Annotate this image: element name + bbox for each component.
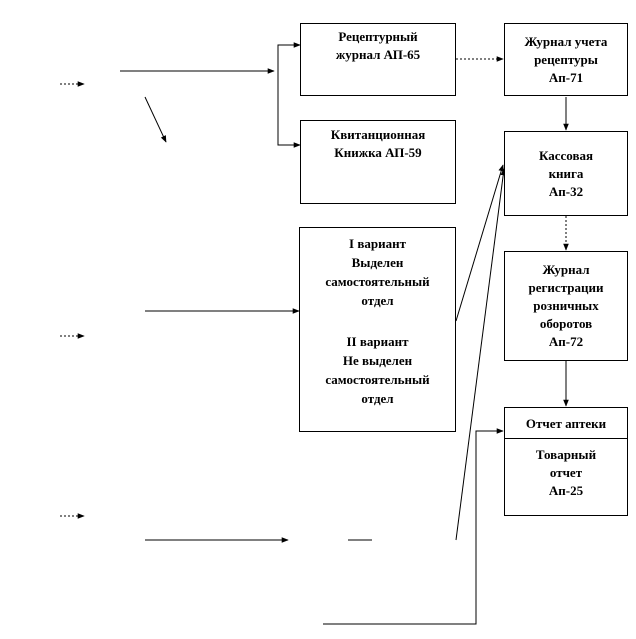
retail-register-line-2: регистрации [528, 280, 604, 295]
recipe-journal-box [300, 23, 456, 96]
variant-2-line-3: самостоятельный [325, 372, 430, 387]
variant-1-line-3: самостоятельный [325, 274, 430, 289]
cash-book-box [504, 131, 628, 216]
pharmacy-report-box [504, 407, 628, 516]
receipt-book-line-2: Книжка АП-59 [334, 145, 422, 160]
retail-register-line-5: Ап-72 [548, 334, 584, 349]
goods-report-line-3: Ап-25 [548, 483, 584, 498]
goods-report-line-2: отчет [549, 465, 583, 480]
variants-box [299, 227, 456, 432]
receipt-book-line-1: Квитанционная [330, 127, 426, 142]
retail-register-box [504, 251, 628, 361]
cash-book-line-3: Ап-32 [548, 183, 584, 199]
retail-register-line-4: оборотов [539, 316, 593, 331]
pharmacy-report-divider [505, 438, 627, 439]
variant-1-line-1: I вариант [349, 236, 406, 251]
connector-bottom-branch [278, 71, 300, 145]
receipt-book-box [300, 120, 456, 204]
variant-2-line-4: отдел [361, 391, 394, 406]
cash-book-line-1: Кассовая [538, 147, 594, 163]
bottom-loop-to-report [323, 431, 503, 624]
recipe-register-box [504, 23, 628, 96]
recipe-journal-line-1: Рецептурный [338, 29, 418, 44]
variant-2-line-2: Не выделен [342, 353, 413, 368]
variant-2-line-1: II вариант [346, 334, 409, 349]
recipe-register-line-3: Ап-71 [548, 69, 584, 85]
cash-book-line-2: книга [548, 165, 584, 181]
bottom-to-cash-book-arrow [456, 169, 504, 540]
recipe-register-line-1: Журнал учета [524, 33, 608, 49]
diagonal-arrow [145, 97, 166, 142]
variant-1-line-4: отдел [361, 293, 394, 308]
retail-register-line-3: розничных [533, 298, 599, 313]
pharmacy-report-title: Отчет аптеки [525, 416, 607, 431]
recipe-journal-line-2: журнал АП-65 [335, 47, 421, 62]
variant-1-line-2: Выделен [351, 255, 404, 270]
recipe-register-line-2: рецептуры [534, 51, 598, 67]
variant-to-cash-book-arrow [456, 165, 503, 321]
connector-top-branch [278, 45, 300, 71]
goods-report-line-1: Товарный [535, 447, 597, 462]
retail-register-line-1: Журнал [542, 262, 590, 277]
